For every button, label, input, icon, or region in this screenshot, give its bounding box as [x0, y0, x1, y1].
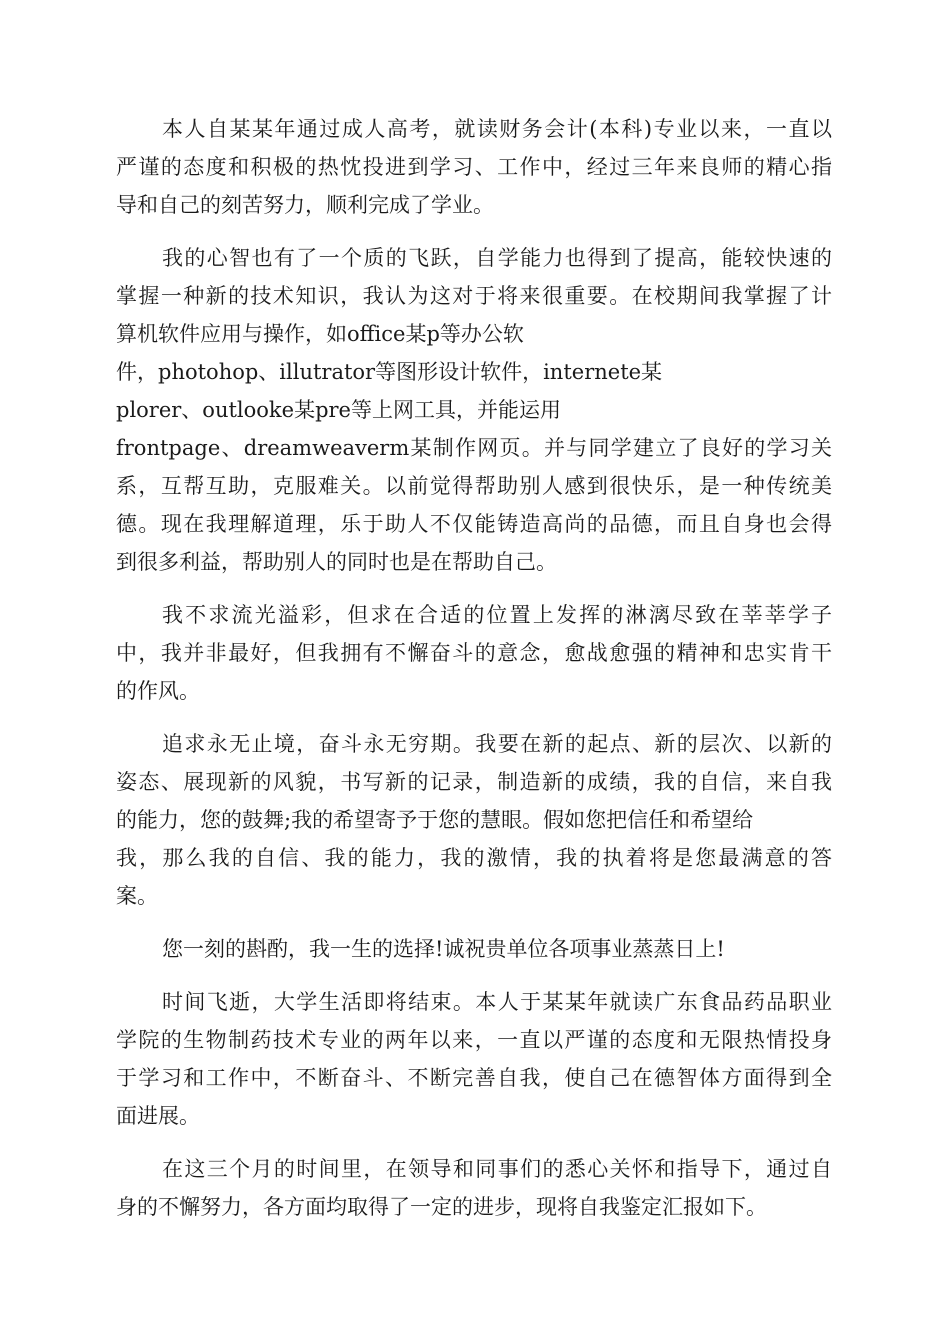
text-line: 德。现在我理解道理，乐于助人不仅能铸造高尚的品德，而且自身也会得	[116, 512, 832, 536]
paragraph	[116, 110, 832, 224]
paragraph	[116, 1150, 832, 1226]
text-line: 身的不懈努力，各方面均取得了一定的进步，现将自我鉴定汇报如下。	[116, 1195, 767, 1219]
text-line: 的作风。	[116, 679, 200, 703]
text-line: 的能力，您的鼓舞;我的希望寄予于您的慧眼。假如您把信任和希望给	[116, 808, 754, 832]
text-line: 导和自己的刻苦努力，顺利完成了学业。	[116, 193, 494, 217]
text-line: 我的心智也有了一个质的飞跃，自学能力也得到了提高，能较快速的	[162, 246, 832, 270]
text-line: 件，photohop、illutrator等图形设计软件，internete某	[116, 360, 663, 384]
text-line: 中，我并非最好，但我拥有不懈奋斗的意念，愈战愈强的精神和忠实肯干	[116, 641, 832, 665]
text-line: 时间飞逝，大学生活即将结束。本人于某某年就读广东食品药品职业	[162, 990, 832, 1014]
paragraph	[116, 596, 832, 710]
text-line: 追求永无止境，奋斗永无穷期。我要在新的起点、新的层次、以新的	[162, 732, 832, 756]
text-line: 面进展。	[116, 1104, 200, 1128]
document-body	[116, 110, 832, 1241]
text-line: plorer、outlooke某pre等上网工具，并能运用	[116, 398, 561, 422]
paragraph	[116, 725, 832, 915]
text-line: 于学习和工作中，不断奋斗、不断完善自我，使自己在德智体方面得到全	[116, 1066, 832, 1090]
text-line: 学院的生物制药技术专业的两年以来，一直以严谨的态度和无限热情投身	[116, 1028, 832, 1052]
text-line: 案。	[116, 884, 158, 908]
text-line: 严谨的态度和积极的热忱投进到学习、工作中，经过三年来良师的精心指	[116, 155, 832, 179]
text-line: 姿态、展现新的风貌，书写新的记录，制造新的成绩，我的自信，来自我	[116, 770, 832, 794]
paragraph	[116, 983, 832, 1135]
text-line: 掌握一种新的技术知识，我认为这对于将来很重要。在校期间我掌握了计	[116, 284, 832, 308]
text-line: 在这三个月的时间里，在领导和同事们的悉心关怀和指导下，通过自	[162, 1157, 832, 1181]
text-line: 算机软件应用与操作，如office某p等办公软	[116, 322, 524, 346]
paragraph	[116, 239, 832, 581]
text-line: 我不求流光溢彩，但求在合适的位置上发挥的淋漓尽致在莘莘学子	[162, 603, 832, 627]
text-line: 您一刻的斟酌，我一生的选择!诚祝贵单位各项事业蒸蒸日上!	[162, 937, 725, 961]
paragraph	[116, 930, 832, 968]
text-line: 本人自某某年通过成人高考，就读财务会计(本科)专业以来，一直以	[162, 117, 832, 141]
text-line: 我，那么我的自信、我的能力，我的激情，我的执着将是您最满意的答	[116, 846, 832, 870]
text-line: 到很多利益，帮助别人的同时也是在帮助自己。	[116, 550, 557, 574]
text-line: frontpage、dreamweaverm某制作网页。并与同学建立了良好的学习关	[116, 436, 832, 460]
text-line: 系，互帮互助，克服难关。以前觉得帮助别人感到很快乐，是一种传统美	[116, 474, 832, 498]
